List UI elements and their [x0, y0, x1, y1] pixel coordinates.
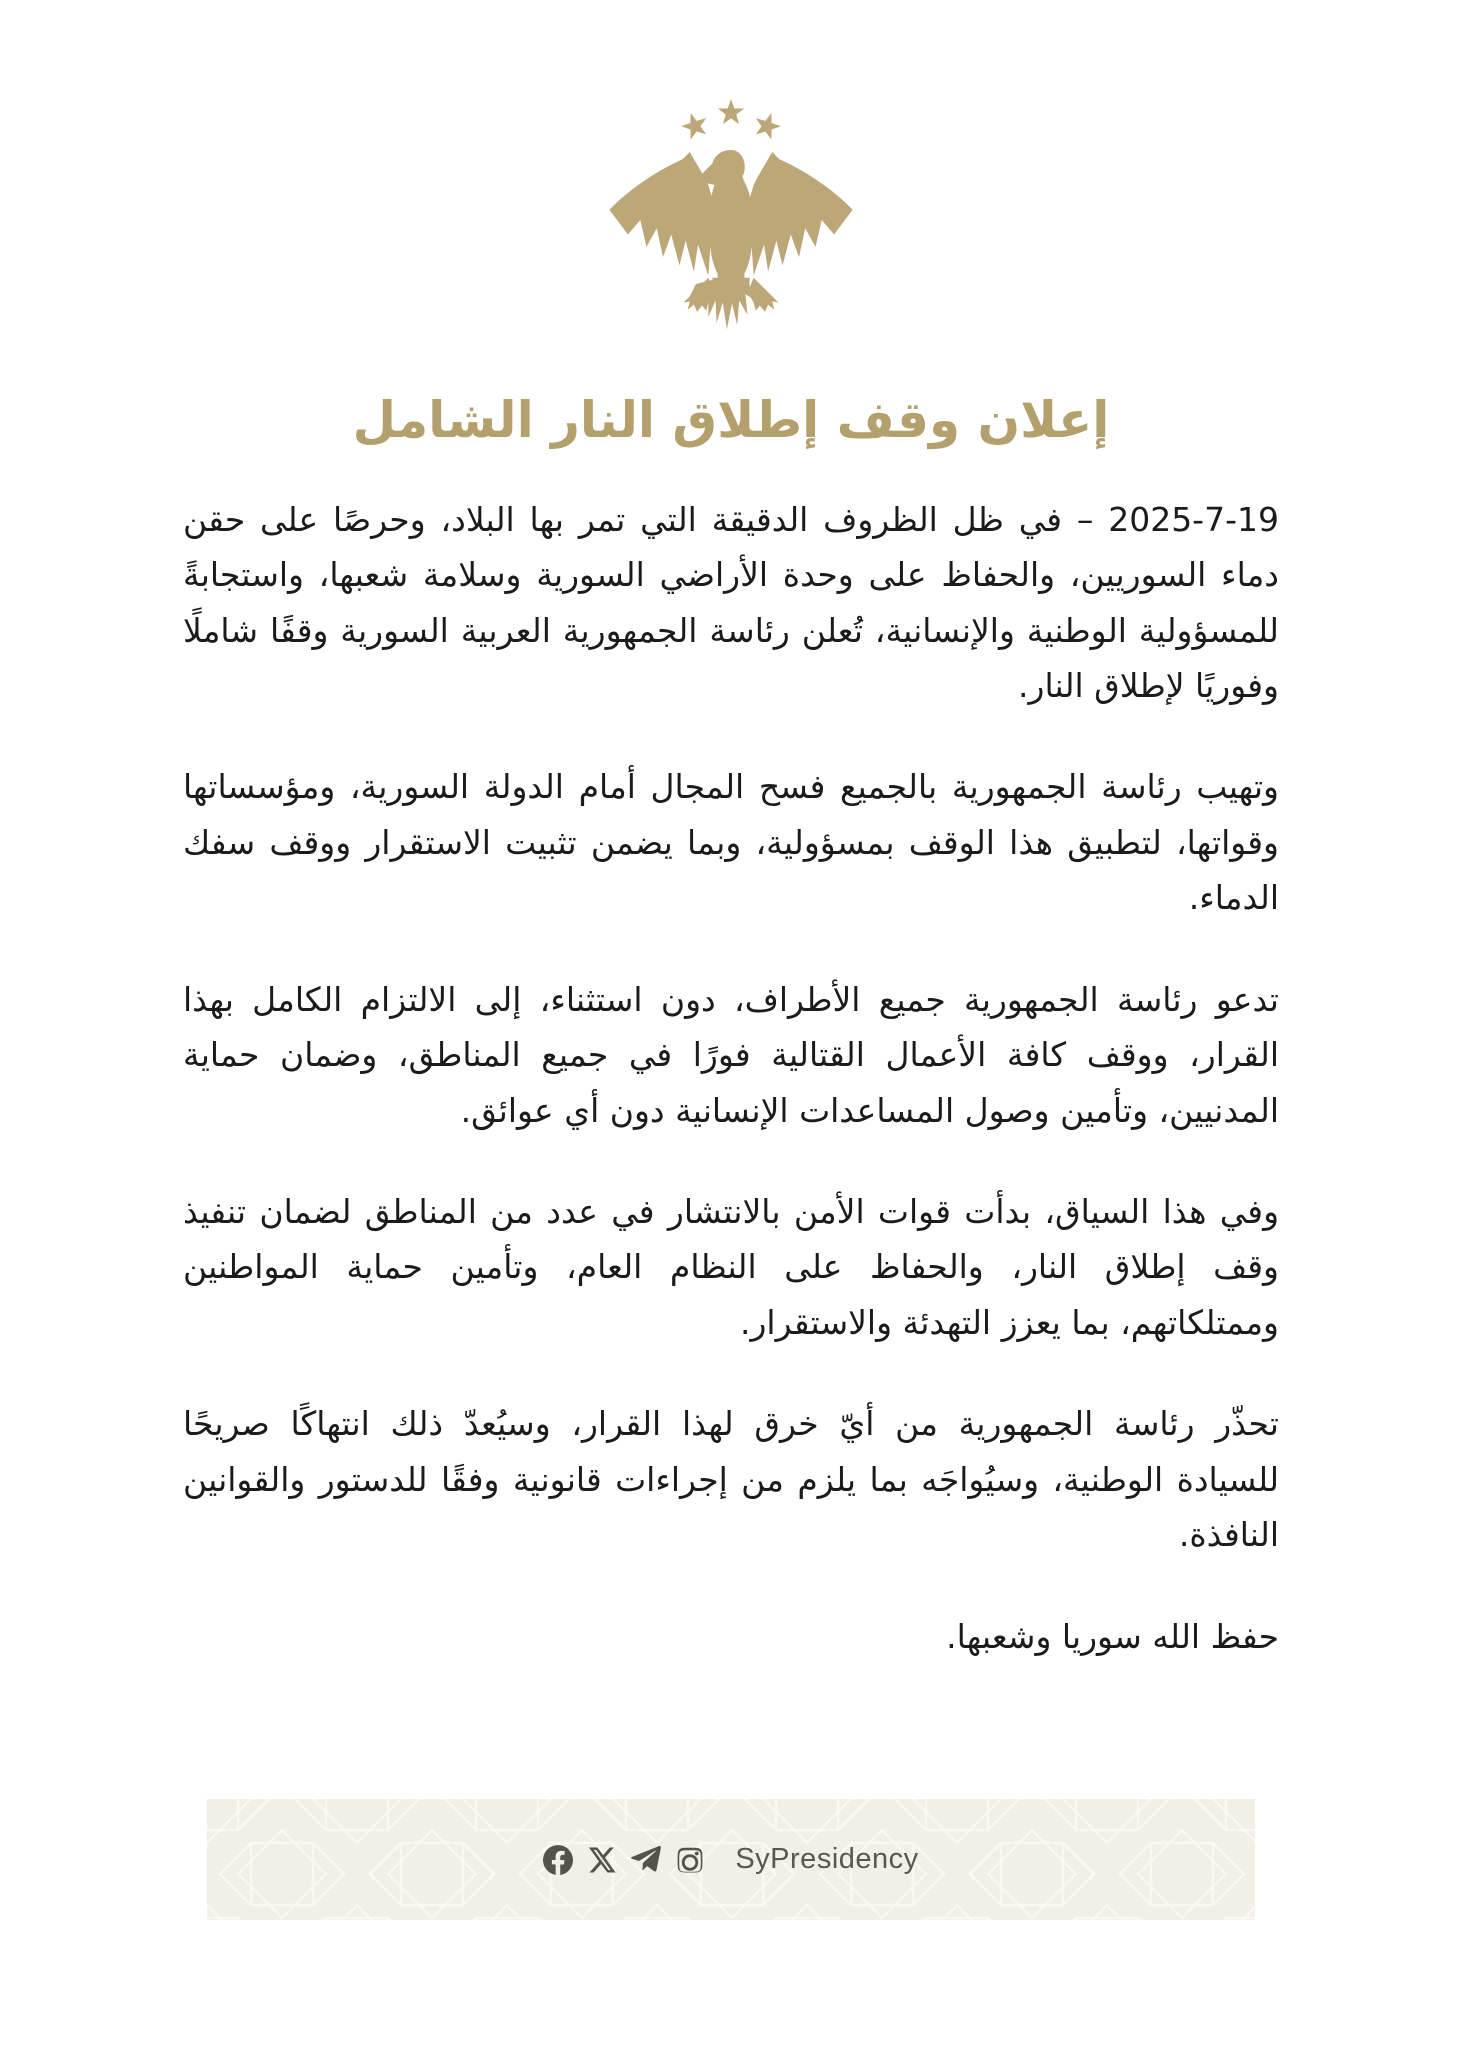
facebook-icon[interactable]: [543, 1845, 573, 1875]
paragraph-call-to-parties: تدعو رئاسة الجمهورية جميع الأطراف، دون استثناء، إلى الالتزام الكامل بهذا القرار، ووقف كافة الأعمال القتالية فورًا في جميع المناطق، وضمان حماية المدنيين، وتأمين وصول المساعدات الإنسانية دون أي عوائق.: [183, 979, 1279, 1130]
paragraph-security-deployment: وفي هذا السياق، بدأت قوات الأمن بالانتشار في عدد من المناطق لضمان تنفيذ وقف إطلاق النار، والحفاظ على النظام العام، وتأمين حماية المواطنين وممتلكاتهم، بما يعزز التهدئة والاستقرار.: [183, 1192, 1279, 1342]
presidency-eagle-emblem: [597, 84, 865, 340]
statement-body: [183, 492, 1279, 1664]
paragraph-warning: تحذّر رئاسة الجمهورية من أيّ خرق لهذا القرار، وسيُعدّ ذلك انتهاكًا صريحًا للسيادة الوطنية، وسيُواجَه بما يلزم من إجراءات قانونية وفقًا للدستور والقوانين النافذة.: [183, 1404, 1279, 1555]
paragraph-declaration: 2025-7-19 – في ظل الظروف الدقيقة التي تمر بها البلاد، وحرصًا على حقن دماء السوريين، والحفاظ على وحدة الأراضي السورية وسلامة شعبها، واستجابةً للمسؤولية الوطنية والإنسانية، تُعلن رئاسة الجمهورية العربية السورية وقفًا شاملًا وفوريًا لإطلاق النار.: [183, 499, 1279, 705]
instagram-icon[interactable]: [675, 1845, 705, 1875]
paragraph-appeal: وتهيب رئاسة الجمهورية بالجميع فسح المجال أمام الدولة السورية، ومؤسساتها وقواتها، لتطبيق هذا الوقف بمسؤولية، وبما يضمن تثبيت الاستقرار ووقف سفك الدماء.: [183, 767, 1279, 918]
social-handle: SyPresidency: [735, 1843, 919, 1875]
footer-band: [207, 1799, 1255, 1920]
x-icon[interactable]: [587, 1845, 617, 1875]
closing-prayer: حفظ الله سوريا وشعبها.: [946, 1616, 1279, 1656]
three-stars-icon: [678, 99, 784, 141]
eagle-icon: [609, 150, 852, 329]
telegram-icon[interactable]: [631, 1845, 661, 1875]
social-row: [207, 1799, 1255, 1920]
document-title: إعلان وقف إطلاق النار الشامل: [352, 390, 1110, 449]
